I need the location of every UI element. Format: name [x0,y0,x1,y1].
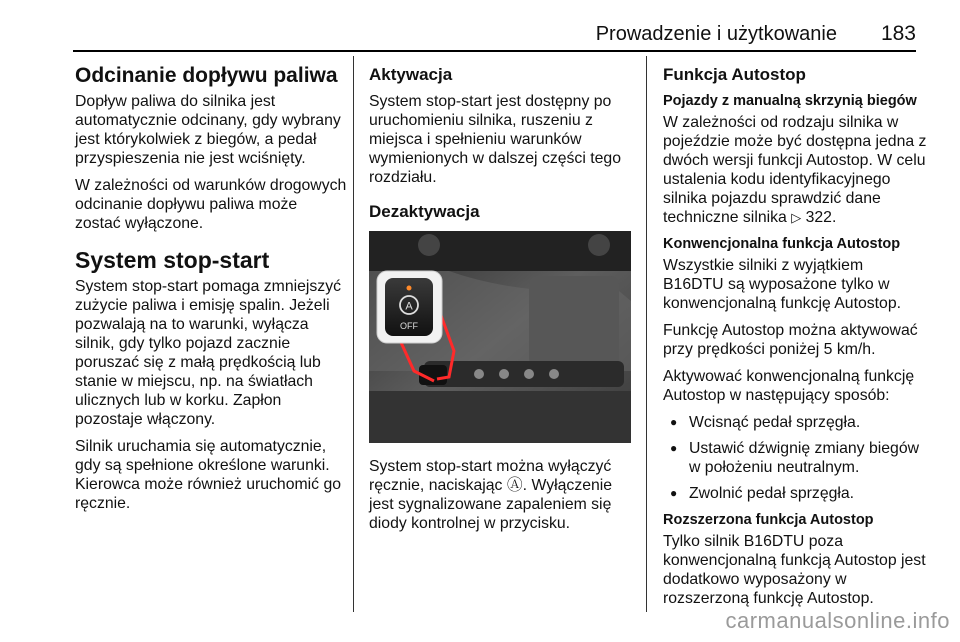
column-1 [75,64,347,521]
header-title: Prowadzenie i użytkowanie [595,23,837,45]
paragraph: Dopływ paliwa do silnika jest automatycznie odcinany, gdy wybrany jest którykolwiek z biegów, a pedał przyspieszenia nie jest wciśnięty. [75,93,341,167]
paragraph: System stop-start można wyłączyć ręcznie, naciskając Ⓐ. Wyłączenie jest sygnalizowane zapaleniem się diody kontrolnej w przycisku. [369,458,613,532]
subheading-extended-autostop: Rozszerzona funkcja Autostop [663,512,874,528]
list-item: ● Zwolnić pedał sprzęgła. [663,484,927,503]
paragraph: Silnik uruchamia się automatycznie, gdy są spełnione określone warunki. Kierowca może również uruchomić go ręcznie. [75,438,342,512]
paragraph: W zależności od rodzaju silnika w pojeździe może być dostępna jedna z dwóch wersji funkcji Autostop. W celu ustalenia kodu identyfikacyjnego silnika pojazdu sprawdzić dane techniczne silnika ▷ 322. [663,114,927,226]
paragraph: Funkcję Autostop można aktywować przy prędkości poniżej 5 km/h. [663,322,918,358]
page-reference[interactable]: 322. [805,209,837,226]
paragraph: W zależności od warunków drogowych odcinanie dopływu paliwa może zostać wyłączone. [75,177,347,232]
paragraph: Wszystkie silniki z wyjątkiem B16DTU są wyposażone tylko w konwencjonalną funkcję Autostop. [663,257,901,312]
column-divider [353,56,354,612]
section-heading-stop-start: System stop-start [75,247,270,273]
watermark: carmanualsonline.info [725,608,950,633]
column-2 [369,64,635,541]
stop-start-button-photo [369,231,631,443]
page-number: 183 [880,22,916,45]
column-3 [663,64,927,616]
paragraph: System stop-start jest dostępny po uruchomieniu silnika, ruszeniu z miejsca i spełnieniu warunków wymienionych w dalszej części tego rozdziału. [369,93,621,186]
bullet-list [663,413,927,503]
paragraph: Aktywować konwencjonalną funkcję Autostop w następujący sposób: [663,368,915,404]
page-reference-arrow-icon: ▷ [791,210,802,225]
paragraph: Tylko silnik B16DTU poza konwencjonalną funkcją Autostop jest dodatkowo wyposażony w rozszerzoną funkcję Autostop. [663,533,926,607]
off-label: OFF [400,321,418,331]
subheading-conventional-autostop: Konwencjonalna funkcja Autostop [663,236,901,252]
a-icon-letter: A [405,300,413,313]
autostop-icon: Ⓐ [506,477,523,494]
subheading-manual-transmission: Pojazdy z manualną skrzynią biegów [663,93,917,109]
list-item: ● Ustawić dźwignię zmiany biegów w położeniu neutralnym. [663,439,927,477]
section-heading-fuel-cutoff: Odcinanie dopływu paliwa [75,64,338,87]
column-divider [646,56,647,612]
subheading-autostop: Funkcja Autostop [663,65,806,84]
subheading-deactivation: Dezaktywacja [369,202,480,221]
subheading-activation: Aktywacja [369,65,453,84]
paragraph: System stop-start pomaga zmniejszyć zużycie paliwa i emisję spalin. Jeżeli pozwalają na to warunki, wyłącza silnik, gdy tylko pojazd zacznie poruszać się z małą prędkością lub stanie w miejscu, np. na światłach ulicznych lub w korku. Zapłon pozostaje włączony. [75,278,342,428]
page-header [73,14,916,52]
list-item: ● Wcisnąć pedał sprzęgła. [663,413,927,432]
